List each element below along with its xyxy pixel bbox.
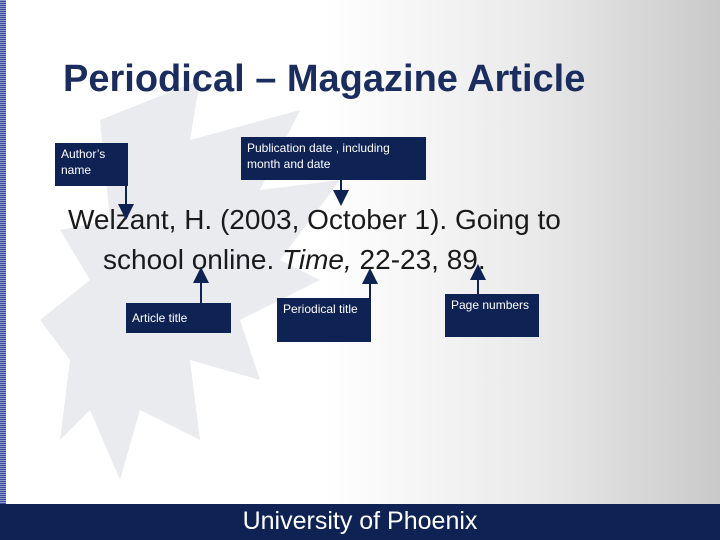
footer-university-name: University of Phoenix <box>242 507 478 535</box>
citation-pages-part: 22-23, 89. <box>351 244 486 275</box>
publication-date-label: Publication date , including month and date <box>241 137 426 180</box>
page-numbers-label: Page numbers <box>445 294 539 337</box>
periodical-title-label: Periodical title <box>277 298 371 342</box>
citation-article-part: school online. <box>103 244 283 275</box>
author-label: Author’s name <box>55 143 128 186</box>
citation-periodical-name: Time, <box>282 244 352 275</box>
citation-line-1: Welzant, H. (2003, October 1). Going to <box>68 204 561 235</box>
slide-title: Periodical – Magazine Article <box>63 58 586 100</box>
article-title-label: Article title <box>126 303 231 333</box>
